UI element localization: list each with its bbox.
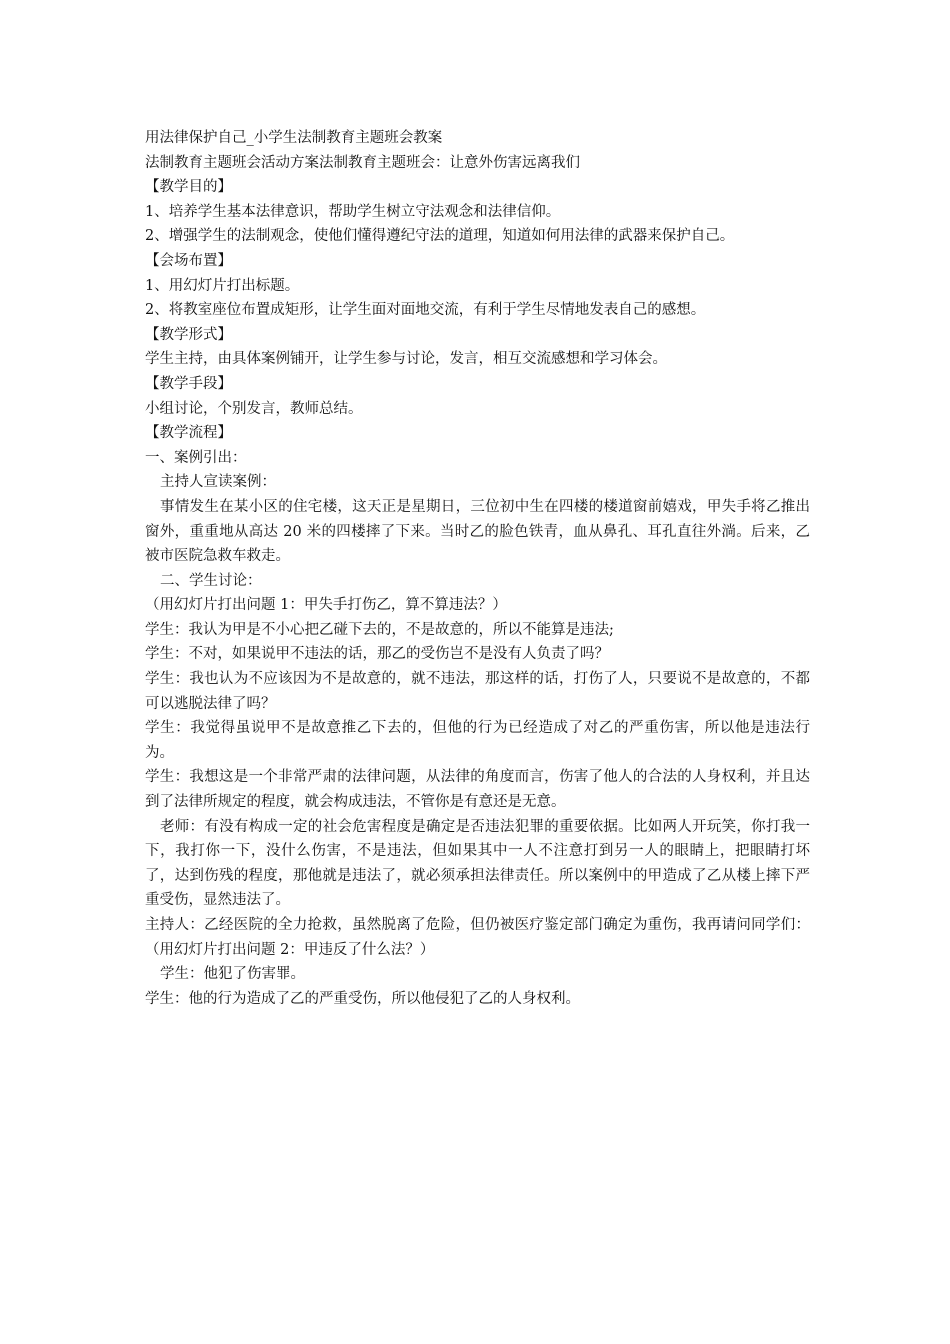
document-title: 用法律保护自己_小学生法制教育主题班会教案 [145,130,443,146]
student-remark-1: 学生：我认为甲是不小心把乙碰下去的，不是故意的，所以不能算是违法; [145,621,614,638]
section-heading-teaching-form: 【教学形式】 [145,326,232,343]
teaching-means-text: 小组讨论，个别发言，教师总结。 [145,400,363,417]
question-1: （用幻灯片打出问题 1：甲失手打伤乙，算不算违法？） [145,597,507,614]
host-reads-case: 主持人宣读案例： [160,474,276,491]
student-remark-3: 学生：我也认为不应该因为不是故意的，就不违法，那这样的话，打伤了人，只要说不是故意的，不都可以逃脱法律了吗？ [145,671,810,712]
case-paragraph: 事情发生在某小区的住宅楼，这天正是星期日，三位初中生在四楼的楼道窗前嬉戏，甲失手将乙推出窗外，重重地从高达 20 米的四楼摔了下来。当时乙的脸色铁青，血从鼻孔、耳孔直往外淌。后来，乙被市医院急救车救走。 [145,498,810,565]
document-subtitle: 法制教育主题班会活动方案法制教育主题班会：让意外伤害远离我们 [145,154,580,171]
section-heading-teaching-means: 【教学手段】 [145,375,232,392]
goal-item-1: 1、培养学生基本法律意识，帮助学生树立守法观念和法律信仰。 [145,203,561,220]
section-heading-teaching-process: 【教学流程】 [145,425,232,442]
student-remark-2: 学生：不对，如果说甲不违法的话，那乙的受伤岂不是没有人负责了吗？ [145,646,609,663]
host-remark-2: 主持人：乙经医院的全力抢救，虽然脱离了危险，但仍被医疗鉴定部门确定为重伤，我再请问同学们：（用幻灯片打出问题 2：甲违反了什么法？） [145,917,810,958]
goal-item-2: 2、增强学生的法制观念，使他们懂得遵纪守法的道理，知道如何用法律的武器来保护自己。 [145,228,735,245]
student-remark-6: 学生：他犯了伤害罪。 [160,966,305,983]
venue-item-1: 1、用幻灯片打出标题。 [145,277,300,294]
teaching-form-text: 学生主持，由具体案例铺开，让学生参与讨论，发言，相互交流感想和学习体会。 [145,351,667,368]
section-heading-teaching-goals: 【教学目的】 [145,179,232,196]
document-body [145,126,810,1011]
student-remark-7: 学生：他的行为造成了乙的严重受伤，所以他侵犯了乙的人身权利。 [145,990,580,1007]
teacher-remark: 老师：有没有构成一定的社会危害程度是确定是否违法犯罪的重要依据。比如两人开玩笑，你打我一下，我打你一下，没什么伤害，不是违法，但如果其中一人不注意打到另一人的眼睛上，把眼睛打坏了，达到伤残的程度，那他就是违法了，就必须承担法律责任。所以案例中的甲造成了乙从楼上摔下严重受伤，显然违法了。 [145,818,810,909]
step-1-heading: 一、案例引出： [145,449,247,466]
student-remark-4: 学生：我觉得虽说甲不是故意推乙下去的，但他的行为已经造成了对乙的严重伤害，所以他是违法行为。 [145,720,810,761]
student-remark-5: 学生：我想这是一个非常严肃的法律问题，从法律的角度而言，伤害了他人的合法的人身权利，并且达到了法律所规定的程度，就会构成违法，不管你是有意还是无意。 [145,769,810,811]
step-2-heading: 二、学生讨论： [160,572,262,589]
section-heading-venue-setup: 【会场布置】 [145,252,232,269]
venue-item-2: 2、将教室座位布置成矩形，让学生面对面地交流，有利于学生尽情地发表自己的感想。 [145,302,706,319]
